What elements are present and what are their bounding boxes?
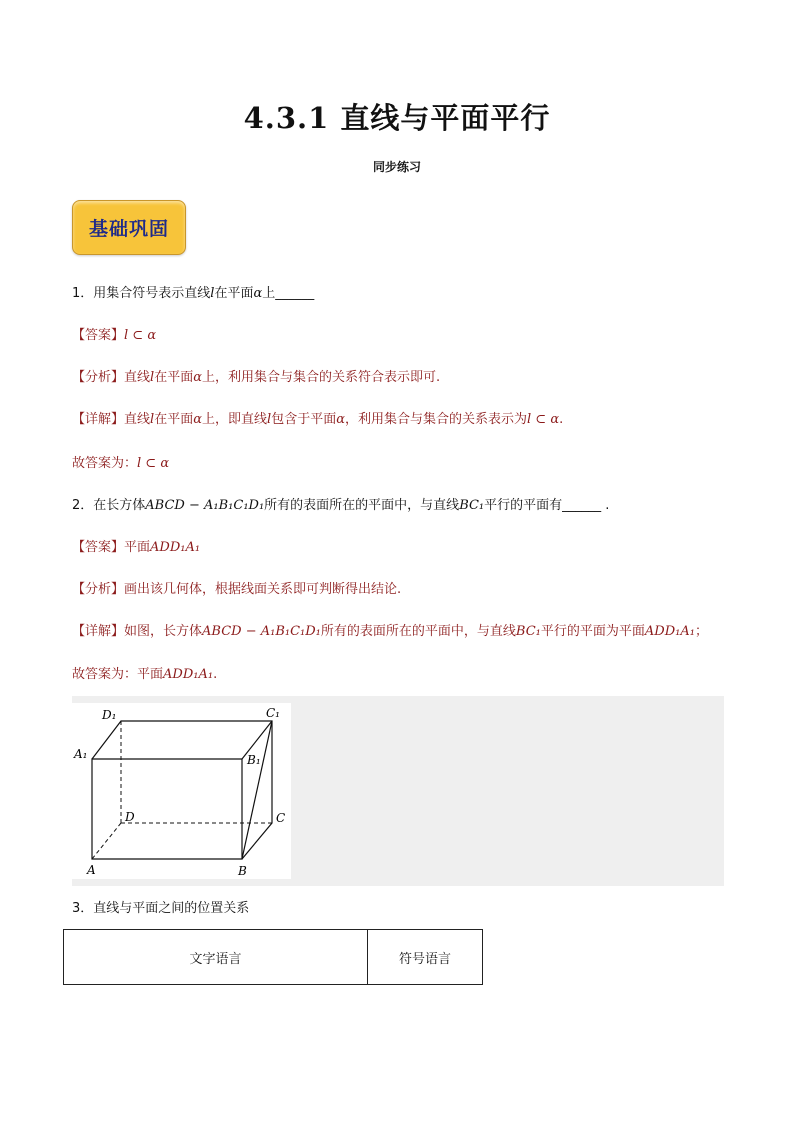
edge-bc1: [242, 721, 272, 859]
answer-tag: 【答案】: [72, 540, 125, 555]
q2-conclusion-math: ADD₁A₁: [163, 667, 214, 682]
q3-number: 3．: [72, 901, 94, 916]
answer-tag: 【答案】: [72, 328, 125, 343]
detail-tag: 【详解】: [72, 624, 125, 639]
top-right-edges: [92, 721, 272, 859]
label-a: A: [87, 863, 96, 877]
q2-line: BC₁: [459, 498, 485, 513]
q1-text-a: 用集合符号表示直线: [93, 286, 211, 301]
q2-conclusion-label: 故答案为：平面: [72, 667, 164, 682]
q2-detail-plane: ADD₁A₁: [644, 624, 695, 639]
label-b: B: [238, 864, 247, 878]
q1-detail-l2: l: [267, 412, 272, 427]
q2-conclusion-end: .: [213, 667, 218, 682]
label-a1: A₁: [74, 747, 88, 761]
q2-detail-b: 所有的表面所在的平面中，与直线: [320, 624, 516, 639]
q1-detail-b: 在平面: [154, 412, 194, 427]
q1-detail-end: .: [559, 412, 564, 427]
analysis-tag: 【分析】: [72, 370, 125, 385]
q3-text: 直线与平面之间的位置关系: [93, 901, 250, 916]
q1-analysis-a: 直线: [124, 370, 151, 385]
relation-table: [63, 929, 483, 985]
q2-answer-a: 平面: [124, 540, 151, 555]
page-subtitle: 同步练习: [372, 160, 421, 174]
q1-text-b: 在平面: [214, 286, 254, 301]
q2-text-a: 在长方体: [93, 498, 146, 513]
q1-detail-a: 直线: [124, 412, 151, 427]
label-c1: C₁: [266, 706, 280, 720]
analysis-tag: 【分析】: [72, 582, 125, 597]
label-c: C: [276, 811, 286, 825]
q2-text-c: 平行的平面有______ .: [484, 498, 610, 513]
q1-detail-c: 上，即直线: [202, 412, 268, 427]
table-header-text-language: 文字语言: [64, 930, 368, 985]
q2-number: 2．: [72, 498, 94, 513]
front-face: [92, 759, 242, 859]
q2-analysis-text: 画出该几何体，根据线面关系即可判断得出结论.: [124, 582, 402, 597]
detail-tag: 【详解】: [72, 412, 125, 427]
q1-detail-e: ，利用集合与集合的关系表示为: [344, 412, 527, 427]
q3-stem: [72, 900, 249, 918]
q2-answer: [72, 539, 200, 557]
q2-solid: ABCD − A₁B₁C₁D₁: [145, 498, 265, 513]
q1-stem: [72, 285, 314, 303]
q1-l: l: [210, 286, 215, 301]
q2-text-b: 所有的表面所在的平面中，与直线: [264, 498, 460, 513]
q1-alpha: α: [253, 286, 263, 301]
q2-answer-math: ADD₁A₁: [150, 540, 201, 555]
q1-analysis-l: l: [150, 370, 155, 385]
label-d1: D₁: [102, 708, 117, 722]
q1-conclusion-math: l ⊂ α: [137, 456, 170, 471]
q1-text-c: 上______: [262, 286, 315, 301]
q1-analysis-alpha: α: [193, 370, 202, 385]
q1-answer: [72, 327, 156, 345]
q1-analysis: [72, 369, 440, 387]
q1-answer-math: l ⊂ α: [124, 328, 157, 343]
cuboid-diagram: [72, 703, 291, 879]
section-badge: [72, 200, 186, 255]
q1-detail-alpha2: α: [336, 412, 345, 427]
q1-detail-l1: l: [150, 412, 155, 427]
section-badge-label: 基础巩固: [88, 218, 169, 240]
table-header-symbol-language: 符号语言: [368, 930, 483, 985]
q2-detail-solid: ABCD − A₁B₁C₁D₁: [202, 624, 321, 639]
page-title: 4.3.1 直线与平面平行: [243, 101, 551, 135]
q2-stem: [72, 497, 609, 515]
label-b1: B₁: [247, 753, 261, 767]
q1-conclusion-label: 故答案为：: [72, 456, 138, 471]
q2-detail-end: ；: [694, 624, 708, 639]
q2-detail-c: 平行的平面为平面: [540, 624, 645, 639]
label-d: D: [125, 810, 135, 824]
q2-detail: [72, 623, 708, 641]
cuboid-figure: [72, 703, 291, 879]
q1-detail-math: l ⊂ α: [527, 412, 560, 427]
q1-conclusion: [72, 455, 169, 473]
q1-number: 1．: [72, 286, 94, 301]
q1-analysis-b: 在平面: [154, 370, 194, 385]
table-row: [64, 930, 483, 985]
q2-detail-line: BC₁: [515, 624, 541, 639]
q1-detail-alpha1: α: [193, 412, 202, 427]
q2-conclusion: [72, 666, 217, 684]
hidden-edge-da: [92, 823, 121, 859]
q1-detail-d: 包含于平面: [271, 412, 337, 427]
q2-detail-a: 如图，长方体: [124, 624, 203, 639]
q1-analysis-c: 上，利用集合与集合的关系符合表示即可.: [202, 370, 441, 385]
q2-analysis: [72, 581, 401, 599]
q1-detail: [72, 411, 563, 429]
